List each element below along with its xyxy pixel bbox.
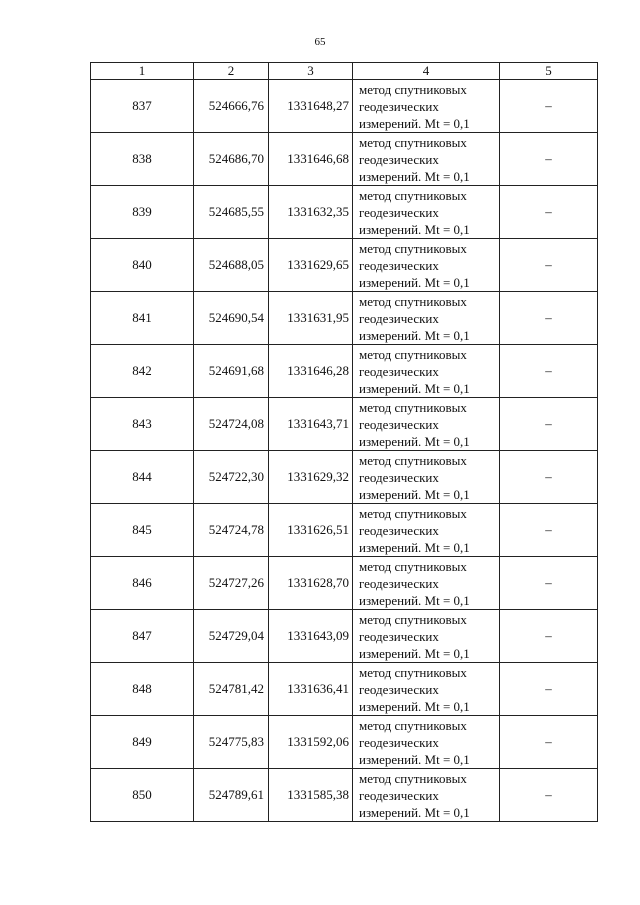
note-cell: – (500, 292, 598, 345)
table-row (91, 610, 598, 663)
method-text-line: метод спутниковых (359, 187, 467, 203)
note-cell: – (500, 398, 598, 451)
table-row (91, 504, 598, 557)
point-number-cell: 850 (91, 769, 194, 822)
note-cell: – (500, 451, 598, 504)
method-text-line: измерений. Mt = 0,1 (359, 115, 470, 131)
table-row (91, 451, 598, 504)
point-number-cell: 847 (91, 610, 194, 663)
method-text-line: метод спутниковых (359, 717, 467, 733)
method-text-line: метод спутниковых (359, 293, 467, 309)
x-coordinate-cell: 524691,68 (194, 345, 269, 398)
header-row (91, 63, 598, 80)
method-text-line: измерений. Mt = 0,1 (359, 168, 470, 184)
note-cell: – (500, 186, 598, 239)
note-cell: – (500, 80, 598, 133)
method-text-line: измерений. Mt = 0,1 (359, 698, 470, 714)
method-cell (353, 398, 500, 451)
point-number-cell: 842 (91, 345, 194, 398)
method-text-line: метод спутниковых (359, 770, 467, 786)
method-text-line: метод спутниковых (359, 81, 467, 97)
method-cell (353, 80, 500, 133)
point-number-cell: 843 (91, 398, 194, 451)
x-coordinate-cell: 524685,55 (194, 186, 269, 239)
column-header-method: 4 (353, 63, 500, 80)
method-cell (353, 345, 500, 398)
method-text-line: измерений. Mt = 0,1 (359, 327, 470, 343)
method-text-line: метод спутниковых (359, 399, 467, 415)
method-cell (353, 557, 500, 610)
x-coordinate-cell: 524722,30 (194, 451, 269, 504)
method-text-line: измерений. Mt = 0,1 (359, 592, 470, 608)
method-text-line: метод спутниковых (359, 558, 467, 574)
method-cell (353, 663, 500, 716)
table-row (91, 345, 598, 398)
method-text-line: геодезических (359, 416, 439, 432)
method-text-line: измерений. Mt = 0,1 (359, 804, 470, 820)
method-text-line: геодезических (359, 681, 439, 697)
method-text-line: геодезических (359, 310, 439, 326)
coordinates-table (90, 62, 598, 822)
method-text-line: измерений. Mt = 0,1 (359, 539, 470, 555)
method-text-line: метод спутниковых (359, 452, 467, 468)
table-row (91, 398, 598, 451)
method-text-line: метод спутниковых (359, 611, 467, 627)
x-coordinate-cell: 524789,61 (194, 769, 269, 822)
method-text-line: метод спутниковых (359, 346, 467, 362)
method-text-line: геодезических (359, 787, 439, 803)
y-coordinate-cell: 1331636,41 (269, 663, 353, 716)
column-header-x: 2 (194, 63, 269, 80)
y-coordinate-cell: 1331643,09 (269, 610, 353, 663)
method-text-line: геодезических (359, 363, 439, 379)
y-coordinate-cell: 1331628,70 (269, 557, 353, 610)
point-number-cell: 849 (91, 716, 194, 769)
method-text-line: геодезических (359, 469, 439, 485)
method-text-line: измерений. Mt = 0,1 (359, 751, 470, 767)
method-text-line: метод спутниковых (359, 664, 467, 680)
point-number-cell: 848 (91, 663, 194, 716)
method-text-line: метод спутниковых (359, 134, 467, 150)
method-text-line: измерений. Mt = 0,1 (359, 274, 470, 290)
point-number-cell: 844 (91, 451, 194, 504)
x-coordinate-cell: 524724,78 (194, 504, 269, 557)
x-coordinate-cell: 524724,08 (194, 398, 269, 451)
method-text-line: геодезических (359, 575, 439, 591)
point-number-cell: 839 (91, 186, 194, 239)
note-cell: – (500, 239, 598, 292)
table-row (91, 80, 598, 133)
table-row (91, 557, 598, 610)
table-row (91, 186, 598, 239)
point-number-cell: 837 (91, 80, 194, 133)
method-text-line: геодезических (359, 734, 439, 750)
y-coordinate-cell: 1331646,68 (269, 133, 353, 186)
y-coordinate-cell: 1331629,65 (269, 239, 353, 292)
method-text-line: измерений. Mt = 0,1 (359, 645, 470, 661)
column-header-point: 1 (91, 63, 194, 80)
method-text-line: геодезических (359, 98, 439, 114)
method-text-line: метод спутниковых (359, 505, 467, 521)
point-number-cell: 845 (91, 504, 194, 557)
method-text-line: геодезических (359, 204, 439, 220)
x-coordinate-cell: 524729,04 (194, 610, 269, 663)
x-coordinate-cell: 524686,70 (194, 133, 269, 186)
y-coordinate-cell: 1331585,38 (269, 769, 353, 822)
method-text-line: измерений. Mt = 0,1 (359, 221, 470, 237)
x-coordinate-cell: 524688,05 (194, 239, 269, 292)
note-cell: – (500, 610, 598, 663)
note-cell: – (500, 133, 598, 186)
table-row (91, 663, 598, 716)
method-cell (353, 716, 500, 769)
column-header-note: 5 (500, 63, 598, 80)
x-coordinate-cell: 524727,26 (194, 557, 269, 610)
table-row (91, 292, 598, 345)
y-coordinate-cell: 1331648,27 (269, 80, 353, 133)
method-cell (353, 292, 500, 345)
column-header-y: 3 (269, 63, 353, 80)
x-coordinate-cell: 524781,42 (194, 663, 269, 716)
table-row (91, 239, 598, 292)
y-coordinate-cell: 1331626,51 (269, 504, 353, 557)
x-coordinate-cell: 524666,76 (194, 80, 269, 133)
method-text-line: геодезических (359, 522, 439, 538)
table-body (91, 80, 598, 822)
note-cell: – (500, 716, 598, 769)
note-cell: – (500, 504, 598, 557)
x-coordinate-cell: 524775,83 (194, 716, 269, 769)
table-header (91, 63, 598, 80)
x-coordinate-cell: 524690,54 (194, 292, 269, 345)
method-text-line: метод спутниковых (359, 240, 467, 256)
note-cell: – (500, 663, 598, 716)
method-text-line: геодезических (359, 151, 439, 167)
method-text-line: измерений. Mt = 0,1 (359, 486, 470, 502)
point-number-cell: 841 (91, 292, 194, 345)
method-cell (353, 133, 500, 186)
note-cell: – (500, 345, 598, 398)
point-number-cell: 846 (91, 557, 194, 610)
table-row (91, 133, 598, 186)
y-coordinate-cell: 1331629,32 (269, 451, 353, 504)
note-cell: – (500, 769, 598, 822)
y-coordinate-cell: 1331632,35 (269, 186, 353, 239)
y-coordinate-cell: 1331646,28 (269, 345, 353, 398)
method-cell (353, 239, 500, 292)
table-row (91, 769, 598, 822)
method-text-line: геодезических (359, 628, 439, 644)
note-cell: – (500, 557, 598, 610)
y-coordinate-cell: 1331592,06 (269, 716, 353, 769)
method-cell (353, 186, 500, 239)
method-text-line: геодезических (359, 257, 439, 273)
method-cell (353, 610, 500, 663)
method-text-line: измерений. Mt = 0,1 (359, 380, 470, 396)
page-number: 65 (314, 36, 326, 48)
table-row (91, 716, 598, 769)
method-cell (353, 504, 500, 557)
method-cell (353, 769, 500, 822)
method-cell (353, 451, 500, 504)
point-number-cell: 840 (91, 239, 194, 292)
point-number-cell: 838 (91, 133, 194, 186)
y-coordinate-cell: 1331631,95 (269, 292, 353, 345)
method-text-line: измерений. Mt = 0,1 (359, 433, 470, 449)
y-coordinate-cell: 1331643,71 (269, 398, 353, 451)
